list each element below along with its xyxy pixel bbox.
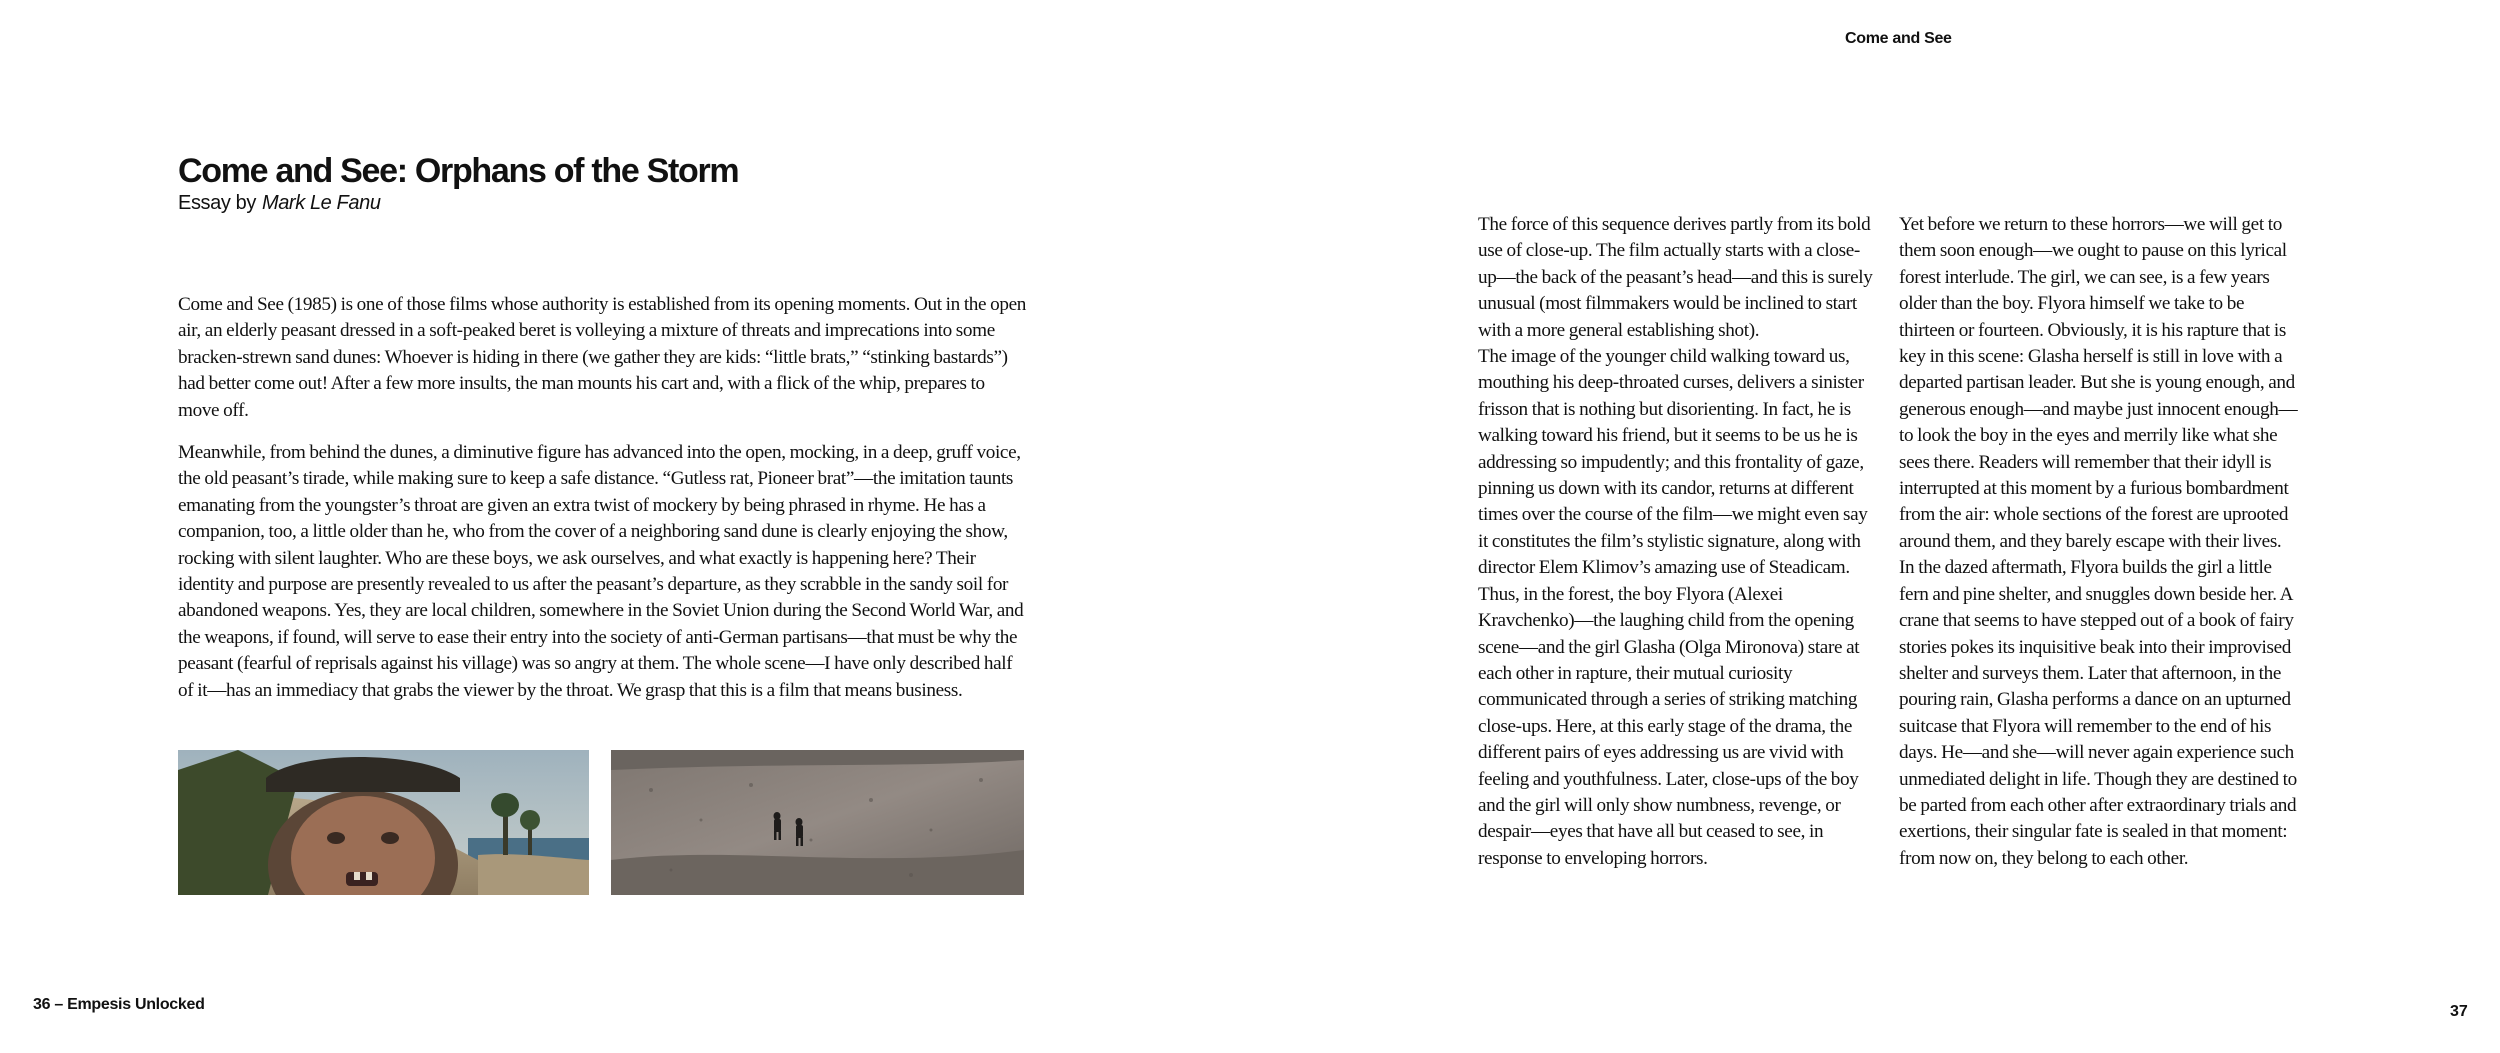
essay-title: Come and See: Orphans of the Storm [178, 152, 739, 190]
left-body-column [178, 292, 1028, 720]
film-still-two-boys-on-dunes [611, 750, 1024, 895]
body-paragraph: The image of the younger child walking toward us, mouthing his deep-throated curses, delivers a sinister frisson that is nothing but disorienting. In fact, he is walking toward his friend, but it seems to be us he is addressing so impudently; and this frontality of gaze, pinning us down with its candor, returns at different times over the course of the film—we might even say it constitutes the film’s stylistic signature, along with director Elem Klimov’s amazing use of Steadicam. Thus, in the forest, the boy Flyora (Alexei Kravchenko)—the laughing child from the opening scene—and the girl Glasha (Olga Mironova) stare at each other in rapture, their mutual curiosity communicated through a series of striking matching close-ups. Here, at this early stage of the drama, the different pairs of eyes addressing us are vivid with feeling and youthfulness. Later, close-ups of the boy and the girl will only show numbness, revenge, or despair—eyes that have all but ceased to see, in response to enveloping horrors. [1478, 346, 1868, 869]
byline-author: Mark Le Fanu [261, 192, 381, 214]
right-body-column-2 [1899, 212, 2299, 872]
body-paragraph: Meanwhile, from behind the dunes, a diminutive figure has advanced into the open, mocking, in a deep, gruff voice, the old peasant’s tirade, while making sure to keep a safe distance. “Gutless rat, Pioneer brat”—the imitation taunts emanating from the youngster’s throat are given an extra twist of mockery by being phrased in rhyme. He has a companion, too, a little older than he, who from the cover of a neighboring sand dune is clearly enjoying the show, rocking with silent laughter. Who are these boys, we ask ourselves, and what exactly is happening here? Their identity and purpose are presently revealed to us after the peasant’s departure, as they scrabble in the sandy soil for abandoned weapons. Yes, they are local children, somewhere in the Soviet Union during the Second World War, and the weapons, if found, will serve to ease their entry into the society of anti-German partisans—that must be why the peasant (fearful of reprisals against his village) was so angry at them. The whole scene—I have only described half of it—has an immediacy that grabs the viewer by the throat. We grasp that this is a film that means business. [178, 442, 1024, 701]
byline [178, 192, 381, 215]
byline-prefix: Essay by [178, 192, 256, 214]
right-body-column-1 [1478, 212, 1878, 872]
body-paragraph: The force of this sequence derives partly from its bold use of close-up. The film actually starts with a close-up—the back of the peasant’s head—and this is surely unusual (most filmmakers would be inclined to start with a more general establishing shot). [1478, 214, 1873, 341]
film-still-two-boys-on-dunes-image [611, 750, 1024, 895]
folio-right: 37 [2450, 1003, 2468, 1020]
body-paragraph: In the dazed aftermath, Flyora builds the girl a little fern and pine shelter, and snuggles down beside her. A crane that seems to have stepped out of a book of fairy stories pokes its inquisitive beak into their improvised shelter and surveys them. Later that afternoon, in the pouring rain, Glasha performs a dance on an upturned suitcase that Flyora will remember to the end of his days. He—and she—will never again experience such unmediated delight in life. Though they are destined to be parted from each other after extraordinary trials and exertions, their singular fate is sealed in that moment: from now on, they belong to each other. [1899, 557, 2297, 869]
folio-left: 36 – Empesis Unlocked [33, 996, 205, 1013]
film-still-boy-closeup [178, 750, 589, 895]
film-still-boy-closeup-image [178, 750, 589, 895]
body-paragraph: Yet before we return to these horrors—we will get to them soon enough—we ought to pause on this lyrical forest interlude. The girl, we can see, is a few years older than the boy. Flyora himself we take to be thirteen or fourteen. Obviously, it is his rapture that is key in this scene: Glasha herself is still in love with a departed partisan leader. But she is young enough, and generous enough—and maybe just innocent enough—to look the boy in the eyes and merrily like what she sees there. Readers will remember that their idyll is interrupted at this moment by a furious bombardment from the air: whole sections of the forest are uprooted around them, and they barely escape with their lives. [1899, 214, 2298, 552]
body-paragraph: Come and See (1985) is one of those films whose authority is established from its opening moments. Out in the open air, an elderly peasant dressed in a soft-peaked beret is volleying a mixture of threats and imprecations into some bracken-strewn sand dunes: Whoever is hiding in there (we gather they are kids: “little brats,” “stinking bastards”) had better come out! After a few more insults, the man mounts his cart and, with a flick of the whip, prepares to move off. [178, 294, 1027, 421]
running-head: Come and See [1845, 30, 1952, 47]
